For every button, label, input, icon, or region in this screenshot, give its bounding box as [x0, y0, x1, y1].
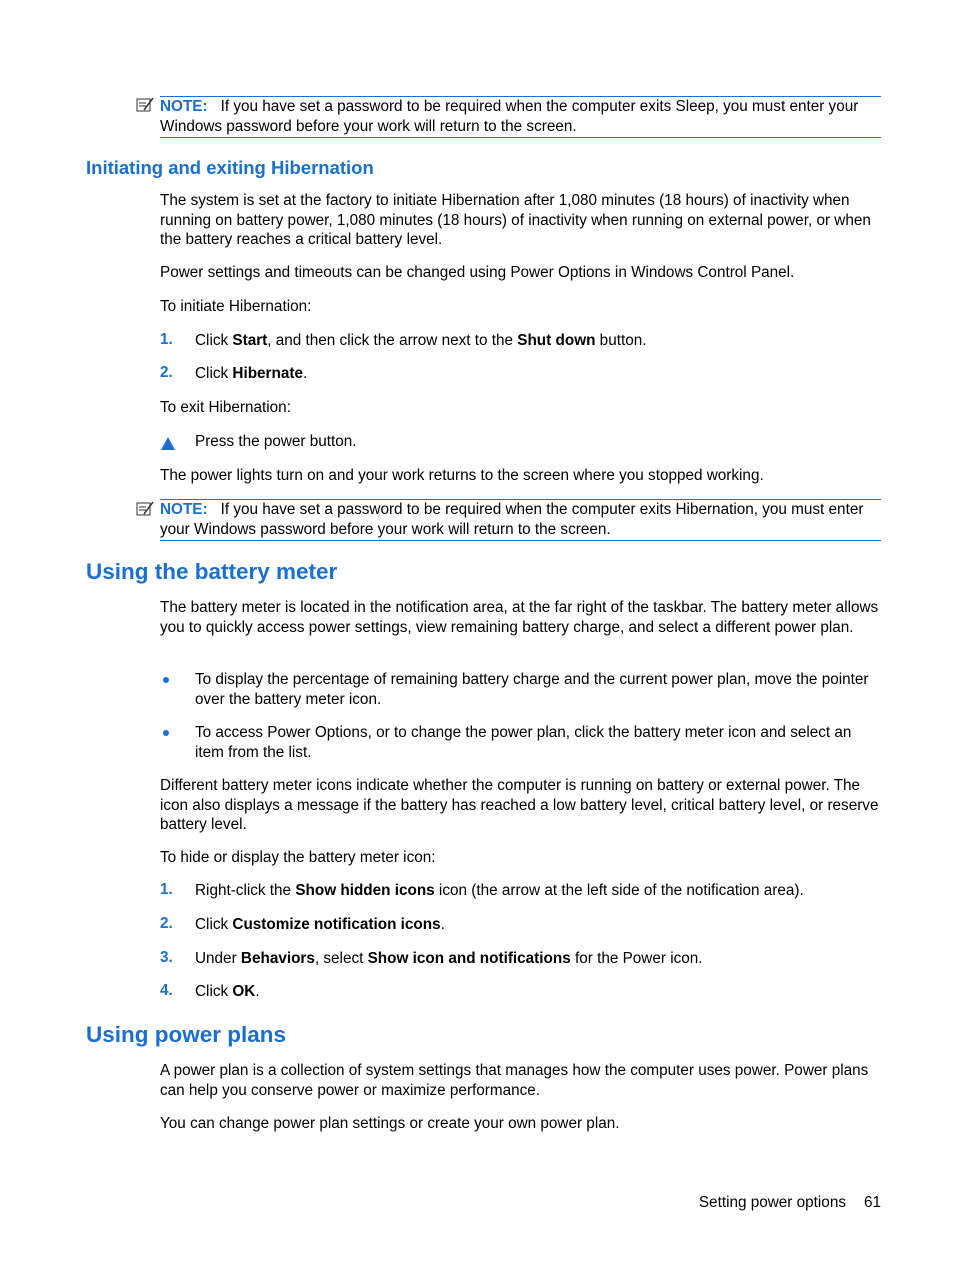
- note-hibernation: [160, 499, 881, 541]
- step-text: Press the power button.: [195, 433, 357, 450]
- step-number: 1.: [160, 331, 173, 348]
- bullet-icon: [163, 730, 169, 736]
- step-number: 2.: [160, 364, 173, 381]
- paragraph: The battery meter is located in the notification area, at the far right of the taskbar. The battery meter allows you to quickly access power settings, view remaining battery charge, and select a different power plan.: [160, 599, 879, 636]
- section-heading-power-plans: Using power plans: [86, 1022, 287, 1047]
- bullet-text: To access Power Options, or to change the power plan, click the battery meter icon and select an item from the list.: [195, 724, 852, 761]
- page-footer: [600, 1193, 881, 1213]
- paragraph: To initiate Hibernation:: [160, 298, 312, 315]
- step-text: Under Behaviors, select Show icon and notifications for the Power icon.: [195, 950, 703, 967]
- step-number: 3.: [160, 949, 173, 966]
- step-number: 2.: [160, 915, 173, 932]
- paragraph: To exit Hibernation:: [160, 399, 291, 416]
- section-heading-hibernation: Initiating and exiting Hibernation: [86, 157, 374, 178]
- bullet-icon: [163, 677, 169, 683]
- page-number: 61: [863, 1194, 881, 1211]
- triangle-bullet-icon: [161, 437, 175, 450]
- step-text: Click Customize notification icons.: [195, 916, 445, 933]
- step-number: 1.: [160, 881, 173, 898]
- paragraph: A power plan is a collection of system settings that manages how the computer uses power. Power plans can help you conserve power or maximize performance.: [160, 1062, 869, 1099]
- step-text: Click Start, and then click the arrow next to the Shut down button.: [195, 332, 647, 349]
- step-number: 4.: [160, 982, 173, 999]
- step-text: Click Hibernate.: [195, 365, 308, 382]
- note-text: If you have set a password to be required when the computer exits Hibernation, you must enter your Windows password before your work will return to the screen.: [160, 501, 864, 538]
- bullet-text: To display the percentage of remaining battery charge and the current power plan, move the pointer over the battery meter icon.: [195, 671, 869, 708]
- paragraph: To hide or display the battery meter icon:: [160, 849, 436, 866]
- paragraph: Power settings and timeouts can be changed using Power Options in Windows Control Panel.: [160, 264, 795, 281]
- paragraph: You can change power plan settings or create your own power plan.: [160, 1115, 620, 1132]
- paragraph: Different battery meter icons indicate whether the computer is running on battery or external power. The icon also displays a message if the battery has reached a low battery level, critical battery level, or reserve battery level.: [160, 777, 879, 833]
- note-icon: [136, 97, 154, 113]
- step-text: Click OK.: [195, 983, 260, 1000]
- paragraph: The system is set at the factory to initiate Hibernation after 1,080 minutes (18 hours) of inactivity when running on battery power, 1,080 minutes (18 hours) of inactivity when running on external power, or when the battery reaches a critical battery level.: [160, 192, 871, 248]
- note-sleep: [160, 96, 881, 138]
- note-icon: [136, 501, 154, 517]
- paragraph: The power lights turn on and your work returns to the screen where you stopped working.: [160, 467, 764, 484]
- note-label: NOTE:: [160, 501, 208, 518]
- note-label: NOTE:: [160, 98, 208, 115]
- section-heading-battery-meter: Using the battery meter: [86, 559, 338, 584]
- note-text: If you have set a password to be required when the computer exits Sleep, you must enter your Windows password before your work will return to the screen.: [160, 98, 859, 135]
- footer-section-title: Setting power options: [698, 1194, 846, 1211]
- step-text: Right-click the Show hidden icons icon (the arrow at the left side of the notification area).: [195, 882, 804, 899]
